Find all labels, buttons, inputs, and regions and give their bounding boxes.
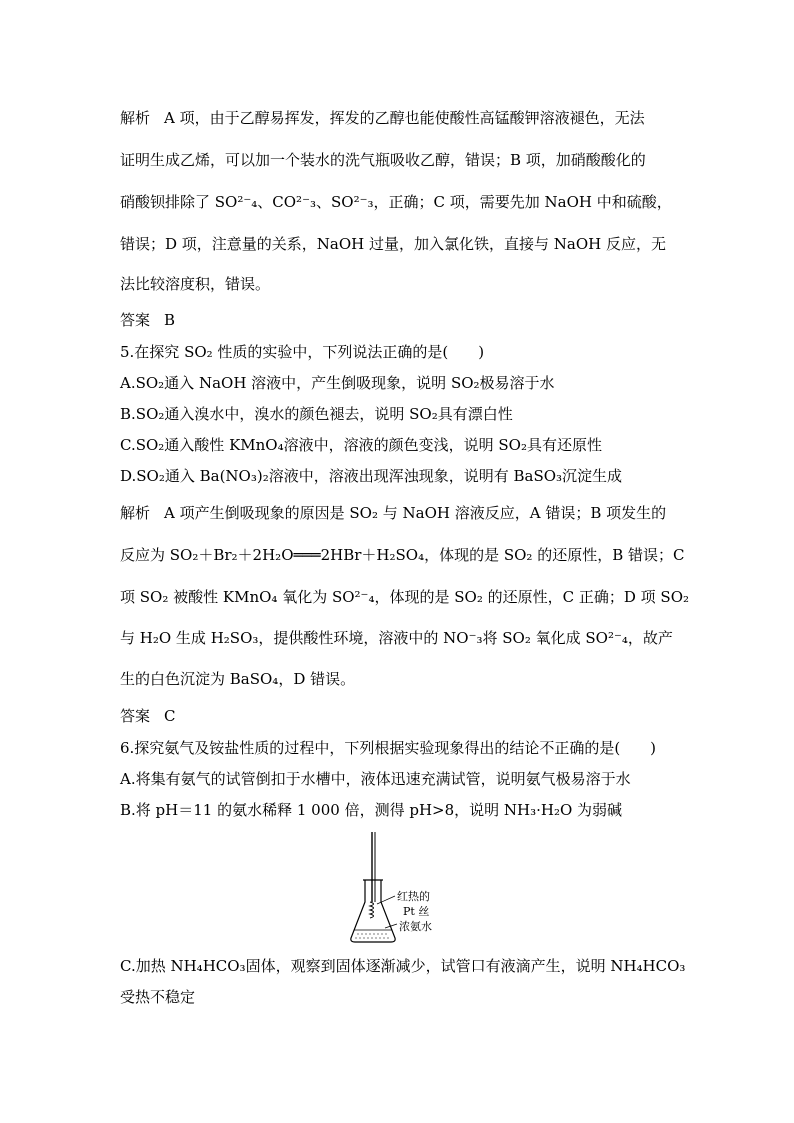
q5-answer (120, 706, 176, 726)
q5-analysis-line-1: 解析 A 项产生倒吸现象的原因是 SO₂ 与 NaOH 溶液反应，A 错误；B 项发生的 (120, 504, 667, 522)
answer-label: 答案 (120, 707, 151, 725)
analysis-label: 解析 (120, 504, 151, 522)
q4-analysis-line-5: 法比较溶度积，错误。 (120, 275, 271, 293)
leader-line (377, 896, 395, 904)
answer-value: B (164, 311, 176, 329)
q4-analysis-line-4: 错误；D 项，注意量的关系，NaOH 过量，加入氯化铁，直接与 NaOH 反应，无 (120, 235, 666, 253)
q5-option-a: A.SO₂通入 NaOH 溶液中，产生倒吸现象，说明 SO₂极易溶于水 (120, 374, 555, 392)
figure-label-hot: 红热的 (397, 890, 430, 903)
q6-option-a: A.将集有氨气的试管倒扣于水槽中，液体迅速充满试管，说明氨气极易溶于水 (120, 770, 631, 788)
figure-label-ammonia: 浓氨水 (399, 920, 432, 933)
q5-analysis-line-3: 项 SO₂ 被酸性 KMnO₄ 氧化为 SO²⁻₄，体现的是 SO₂ 的还原性，C 正确；D 项 SO₂ (120, 588, 689, 606)
flask-figure (345, 832, 445, 950)
q5-analysis-line-4: 与 H₂O 生成 H₂SO₃，提供酸性环境，溶液中的 NO⁻₃将 SO₂ 氧化成 SO²⁻₄，故产 (120, 629, 673, 647)
analysis-label: 解析 (120, 109, 151, 127)
q5-option-b: B.SO₂通入溴水中，溴水的颜色褪去，说明 SO₂具有漂白性 (120, 405, 513, 423)
answer-value: C (164, 707, 176, 725)
pt-coil (370, 902, 374, 918)
q4-answer (120, 310, 175, 330)
q6-option-c-line-1: C.加热 NH₄HCO₃固体，观察到固体逐渐减少，试管口有液滴产生，说明 NH₄HCO₃ (120, 957, 686, 975)
q4-analysis-line-2: 证明生成乙烯，可以加一个装水的洗气瓶吸收乙醇，错误；B 项，加硝酸酸化的 (120, 151, 646, 169)
q5-option-c: C.SO₂通入酸性 KMnO₄溶液中，溶液的颜色变浅，说明 SO₂具有还原性 (120, 436, 602, 454)
q4-analysis-line-1: 解析 A 项，由于乙醇易挥发，挥发的乙醇也能使酸性高锰酸钾溶液褪色，无法 (120, 109, 645, 127)
answer-label: 答案 (120, 311, 151, 329)
q5-analysis-line-2: 反应为 SO₂＋Br₂＋2H₂O═══2HBr＋H₂SO₄，体现的是 SO₂ 的还原性，B 错误；C (120, 546, 685, 564)
q6-option-c-line-2: 受热不稳定 (120, 988, 196, 1006)
q5-analysis-line-5: 生的白色沉淀为 BaSO₄，D 错误。 (120, 670, 356, 688)
figure-label-pt: Pt 丝 (403, 905, 430, 918)
q6-option-b: B.将 pH＝11 的氨水稀释 1 000 倍，测得 pH>8，说明 NH₃·H₂O 为弱碱 (120, 801, 623, 819)
q5-stem: 5.在探究 SO₂ 性质的实验中，下列说法正确的是( ) (120, 343, 485, 361)
q6-stem: 6.探究氨气及铵盐性质的过程中，下列根据实验现象得出的结论不正确的是( ) (120, 739, 657, 757)
q4-analysis-line-3: 硝酸钡排除了 SO²⁻₄、CO²⁻₃、SO²⁻₃，正确；C 项，需要先加 NaOH 中和硫酸， (120, 193, 672, 211)
q5-option-d: D.SO₂通入 Ba(NO₃)₂溶液中，溶液出现浑浊现象，说明有 BaSO₃沉淀生成 (120, 467, 623, 485)
